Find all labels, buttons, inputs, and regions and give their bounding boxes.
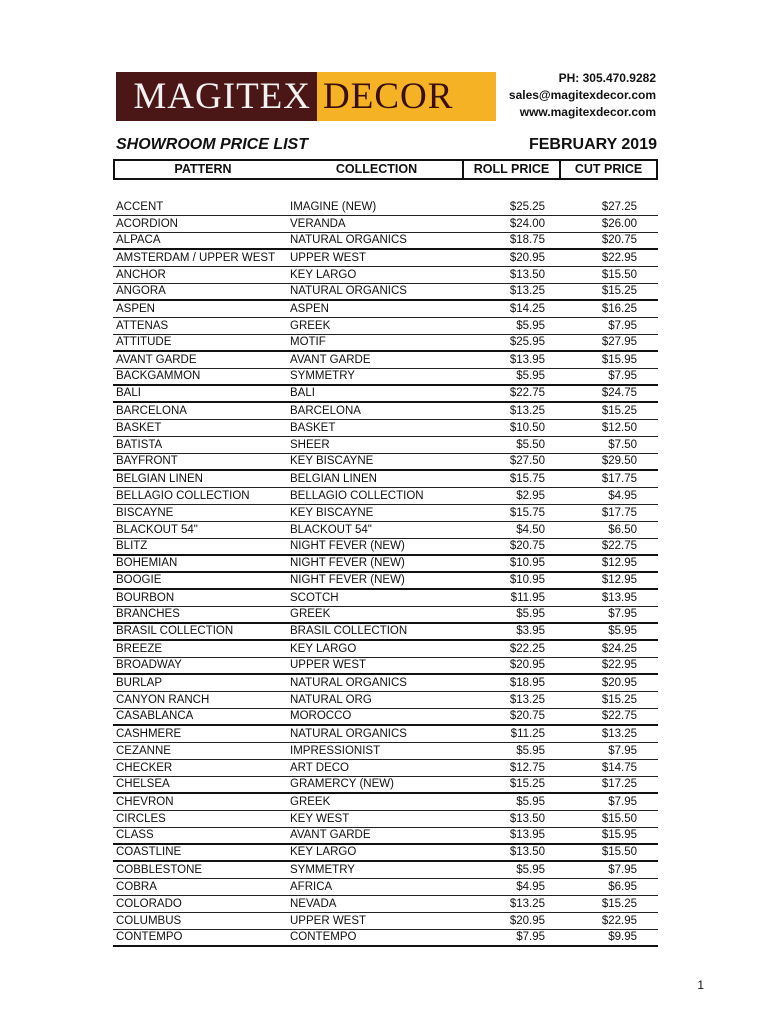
cell-collection: NIGHT FEVER (NEW)	[290, 574, 405, 586]
cell-roll-price: $20.75	[509, 710, 545, 722]
cell-roll-price: $5.95	[516, 370, 545, 382]
header-cut-price: CUT PRICE	[574, 162, 643, 176]
cell-roll-price: $24.00	[509, 218, 545, 230]
table-row	[113, 233, 658, 250]
cell-pattern: ANCHOR	[116, 269, 166, 281]
table-row	[113, 590, 658, 607]
cell-roll-price: $15.75	[509, 507, 545, 519]
cell-collection: SCOTCH	[290, 592, 339, 604]
cell-pattern: BREEZE	[116, 643, 163, 655]
cell-pattern: ALPACA	[116, 234, 161, 246]
table-row	[113, 335, 658, 352]
cell-roll-price: $20.75	[509, 540, 545, 552]
cell-roll-price: $7.95	[516, 931, 545, 943]
contact-info	[509, 70, 656, 121]
cell-cut-price: $7.95	[608, 608, 637, 620]
table-row	[113, 318, 658, 335]
cell-collection: GREEK	[290, 320, 331, 332]
cell-cut-price: $17.75	[601, 473, 637, 485]
cell-roll-price: $20.95	[509, 659, 545, 671]
company-logo	[116, 72, 496, 121]
table-row	[113, 539, 658, 556]
cell-pattern: COBRA	[116, 881, 157, 893]
cell-cut-price: $24.75	[601, 387, 637, 399]
cell-pattern: CEZANNE	[116, 745, 171, 757]
cell-collection: NIGHT FEVER (NEW)	[290, 557, 405, 569]
cell-pattern: BOOGIE	[116, 574, 162, 586]
price-list-date: FEBRUARY 2019	[528, 136, 657, 153]
cell-roll-price: $20.95	[509, 252, 545, 264]
cell-collection: NATURAL ORGANICS	[290, 234, 407, 246]
cell-cut-price: $13.25	[601, 728, 637, 740]
table-row	[113, 845, 658, 862]
cell-roll-price: $5.95	[516, 320, 545, 332]
cell-collection: AVANT GARDE	[290, 354, 371, 366]
cell-roll-price: $5.95	[516, 608, 545, 620]
table-row	[113, 437, 658, 454]
cell-collection: AFRICA	[290, 881, 333, 893]
cell-collection: KEY WEST	[290, 813, 350, 825]
table-row	[113, 709, 658, 726]
cell-collection: SYMMETRY	[290, 864, 355, 876]
cell-pattern: BELLAGIO COLLECTION	[116, 490, 250, 502]
cell-cut-price: $6.50	[608, 524, 637, 536]
cell-collection: SYMMETRY	[290, 370, 355, 382]
cell-roll-price: $5.95	[516, 745, 545, 757]
cell-collection: GRAMERCY (NEW)	[290, 778, 394, 790]
cell-roll-price: $4.95	[516, 881, 545, 893]
cell-collection: MOTIF	[290, 336, 326, 348]
cell-collection: BELGIAN LINEN	[290, 473, 377, 485]
cell-cut-price: $15.50	[601, 846, 637, 858]
cell-roll-price: $13.25	[509, 285, 545, 297]
page-number: 1	[697, 978, 704, 992]
table-row	[113, 692, 658, 709]
cell-roll-price: $18.75	[509, 234, 545, 246]
table-row	[113, 641, 658, 658]
table-row	[113, 216, 658, 233]
cell-collection: UPPER WEST	[290, 252, 367, 264]
table-row	[113, 828, 658, 845]
cell-cut-price: $17.25	[601, 778, 637, 790]
cell-cut-price: $29.50	[601, 455, 637, 467]
cell-collection: UPPER WEST	[290, 659, 367, 671]
table-row	[113, 658, 658, 675]
cell-pattern: AMSTERDAM / UPPER WEST	[116, 252, 276, 264]
cell-cut-price: $16.25	[601, 303, 637, 315]
cell-roll-price: $14.25	[509, 303, 545, 315]
cell-collection: BASKET	[290, 422, 336, 434]
cell-roll-price: $4.50	[516, 524, 545, 536]
table-row	[113, 505, 658, 522]
cell-pattern: BLACKOUT 54"	[116, 524, 198, 536]
cell-pattern: COLUMBUS	[116, 915, 182, 927]
cell-collection: KEY LARGO	[290, 643, 357, 655]
cell-cut-price: $7.95	[608, 796, 637, 808]
cell-pattern: ACCENT	[116, 201, 164, 213]
cell-roll-price: $10.95	[509, 557, 545, 569]
contact-phone: PH: 305.470.9282	[558, 71, 656, 85]
table-header	[113, 159, 658, 180]
cell-roll-price: $13.25	[509, 405, 545, 417]
table-row	[113, 471, 658, 488]
cell-pattern: CANYON RANCH	[116, 694, 210, 706]
table-row	[113, 811, 658, 828]
cell-pattern: CONTEMPO	[116, 931, 183, 943]
cell-cut-price: $6.95	[608, 881, 637, 893]
cell-collection: NIGHT FEVER (NEW)	[290, 540, 405, 552]
cell-pattern: CIRCLES	[116, 813, 166, 825]
cell-collection: IMPRESSIONIST	[290, 745, 381, 757]
table-row	[113, 862, 658, 879]
cell-roll-price: $20.95	[509, 915, 545, 927]
cell-pattern: ACORDION	[116, 218, 178, 230]
cell-roll-price: $25.25	[509, 201, 545, 213]
cell-collection: IMAGINE (NEW)	[290, 201, 377, 213]
cell-pattern: BAYFRONT	[116, 455, 178, 467]
cell-collection: NEVADA	[290, 898, 337, 910]
header-pattern: PATTERN	[174, 162, 232, 176]
table-row	[113, 607, 658, 624]
cell-collection: BRASIL COLLECTION	[290, 625, 408, 637]
cell-cut-price: $27.95	[601, 336, 637, 348]
cell-pattern: ASPEN	[116, 303, 155, 315]
cell-cut-price: $15.25	[601, 694, 637, 706]
cell-pattern: BARCELONA	[116, 405, 187, 417]
cell-roll-price: $27.50	[509, 455, 545, 467]
cell-pattern: BISCAYNE	[116, 507, 174, 519]
cell-collection: NATURAL ORGANICS	[290, 677, 407, 689]
cell-cut-price: $9.95	[608, 931, 637, 943]
price-table-body	[113, 199, 658, 947]
cell-roll-price: $13.95	[509, 829, 545, 841]
logo-text-decor: DECOR	[317, 72, 496, 121]
table-row	[113, 573, 658, 590]
cell-cut-price: $12.50	[601, 422, 637, 434]
cell-pattern: BASKET	[116, 422, 162, 434]
table-row	[113, 369, 658, 386]
cell-collection: AVANT GARDE	[290, 829, 371, 841]
table-row	[113, 199, 658, 216]
cell-roll-price: $13.25	[509, 898, 545, 910]
table-row	[113, 301, 658, 318]
cell-roll-price: $13.95	[509, 354, 545, 366]
cell-pattern: BACKGAMMON	[116, 370, 201, 382]
cell-collection: MOROCCO	[290, 710, 352, 722]
cell-cut-price: $20.95	[601, 677, 637, 689]
cell-cut-price: $14.75	[601, 762, 637, 774]
cell-cut-price: $15.25	[601, 405, 637, 417]
cell-collection: BALI	[290, 387, 315, 399]
cell-roll-price: $25.95	[509, 336, 545, 348]
price-list-title: SHOWROOM PRICE LIST	[116, 136, 308, 153]
cell-roll-price: $3.95	[516, 625, 545, 637]
cell-cut-price: $15.95	[601, 829, 637, 841]
cell-cut-price: $26.00	[601, 218, 637, 230]
cell-pattern: AVANT GARDE	[116, 354, 197, 366]
cell-pattern: BALI	[116, 387, 141, 399]
cell-pattern: CASABLANCA	[116, 710, 194, 722]
cell-collection: CONTEMPO	[290, 931, 357, 943]
cell-cut-price: $15.25	[601, 898, 637, 910]
table-row	[113, 403, 658, 420]
cell-roll-price: $5.50	[516, 439, 545, 451]
logo-text-magitex: MAGITEX	[116, 72, 317, 121]
header-collection: COLLECTION	[291, 161, 464, 178]
cell-pattern: CLASS	[116, 829, 154, 841]
cell-roll-price: $13.50	[509, 813, 545, 825]
contact-email[interactable]: sales@magitexdecor.com	[508, 88, 656, 102]
cell-collection: NATURAL ORGANICS	[290, 728, 407, 740]
cell-collection: VERANDA	[290, 218, 346, 230]
cell-roll-price: $10.50	[509, 422, 545, 434]
cell-pattern: ATTITUDE	[116, 336, 172, 348]
cell-collection: SHEER	[290, 439, 330, 451]
cell-roll-price: $11.25	[510, 728, 545, 740]
header-roll-price: ROLL PRICE	[464, 161, 561, 178]
table-row	[113, 420, 658, 437]
table-row	[113, 624, 658, 641]
cell-cut-price: $22.95	[601, 915, 637, 927]
cell-pattern: BOURBON	[116, 592, 175, 604]
cell-cut-price: $12.95	[601, 557, 637, 569]
cell-cut-price: $15.50	[601, 813, 637, 825]
cell-pattern: ANGORA	[116, 285, 166, 297]
cell-cut-price: $15.50	[601, 269, 637, 281]
cell-roll-price: $15.25	[509, 778, 545, 790]
table-row	[113, 760, 658, 777]
cell-cut-price: $15.95	[601, 354, 637, 366]
table-row	[113, 386, 658, 403]
cell-pattern: BURLAP	[116, 677, 163, 689]
cell-collection: BARCELONA	[290, 405, 361, 417]
cell-cut-price: $4.95	[608, 490, 637, 502]
cell-collection: KEY LARGO	[290, 846, 357, 858]
cell-cut-price: $7.95	[608, 320, 637, 332]
cell-cut-price: $7.50	[608, 439, 637, 451]
cell-pattern: BELGIAN LINEN	[116, 473, 203, 485]
cell-collection: NATURAL ORG	[290, 694, 372, 706]
cell-cut-price: $13.95	[601, 592, 637, 604]
cell-collection: GREEK	[290, 608, 331, 620]
table-row	[113, 743, 658, 760]
cell-collection: KEY BISCAYNE	[290, 455, 374, 467]
table-row	[113, 352, 658, 369]
cell-pattern: CHELSEA	[116, 778, 170, 790]
cell-collection: GREEK	[290, 796, 331, 808]
table-row	[113, 675, 658, 692]
table-row	[113, 896, 658, 913]
cell-collection: ART DECO	[290, 762, 350, 774]
table-row	[113, 777, 658, 794]
cell-roll-price: $13.25	[509, 694, 545, 706]
cell-collection: BELLAGIO COLLECTION	[290, 490, 424, 502]
cell-cut-price: $7.95	[608, 864, 637, 876]
cell-roll-price: $22.25	[509, 643, 545, 655]
cell-roll-price: $11.95	[510, 592, 545, 604]
table-row	[113, 488, 658, 505]
cell-cut-price: $22.75	[601, 540, 637, 552]
table-row	[113, 284, 658, 301]
cell-pattern: CHECKER	[116, 762, 173, 774]
cell-pattern: COBBLESTONE	[116, 864, 203, 876]
cell-collection: NATURAL ORGANICS	[290, 285, 407, 297]
cell-pattern: ATTENAS	[116, 320, 169, 332]
cell-collection: BLACKOUT 54"	[290, 524, 372, 536]
cell-roll-price: $10.95	[509, 574, 545, 586]
cell-pattern: BRANCHES	[116, 608, 180, 620]
cell-collection: UPPER WEST	[290, 915, 367, 927]
cell-cut-price: $22.95	[601, 659, 637, 671]
cell-roll-price: $13.50	[509, 269, 545, 281]
cell-collection: ASPEN	[290, 303, 329, 315]
cell-pattern: CHEVRON	[116, 796, 174, 808]
cell-cut-price: $27.25	[601, 201, 637, 213]
table-row	[113, 267, 658, 284]
cell-collection: KEY BISCAYNE	[290, 507, 374, 519]
cell-pattern: BOHEMIAN	[116, 557, 178, 569]
cell-collection: KEY LARGO	[290, 269, 357, 281]
cell-cut-price: $17.75	[601, 507, 637, 519]
table-row	[113, 250, 658, 267]
cell-cut-price: $15.25	[601, 285, 637, 297]
table-row	[113, 879, 658, 896]
contact-website[interactable]: www.magitexdecor.com	[519, 105, 656, 119]
table-row	[113, 454, 658, 471]
cell-pattern: CASHMERE	[116, 728, 182, 740]
cell-cut-price: $20.75	[601, 234, 637, 246]
table-row	[113, 556, 658, 573]
cell-pattern: BATISTA	[116, 439, 163, 451]
cell-pattern: COLORADO	[116, 898, 182, 910]
cell-roll-price: $5.95	[516, 864, 545, 876]
table-row	[113, 726, 658, 743]
cell-cut-price: $7.95	[608, 370, 637, 382]
cell-cut-price: $12.95	[601, 574, 637, 586]
table-row	[113, 913, 658, 930]
cell-roll-price: $2.95	[516, 490, 545, 502]
cell-roll-price: $15.75	[509, 473, 545, 485]
table-row	[113, 522, 658, 539]
cell-pattern: BRASIL COLLECTION	[116, 625, 234, 637]
cell-roll-price: $22.75	[509, 387, 545, 399]
table-row	[113, 930, 658, 947]
cell-cut-price: $22.75	[601, 710, 637, 722]
cell-cut-price: $24.25	[601, 643, 637, 655]
cell-pattern: BLITZ	[116, 540, 148, 552]
cell-roll-price: $18.95	[509, 677, 545, 689]
cell-pattern: COASTLINE	[116, 846, 182, 858]
table-row	[113, 794, 658, 811]
cell-cut-price: $7.95	[608, 745, 637, 757]
cell-roll-price: $13.50	[509, 846, 545, 858]
cell-roll-price: $12.75	[509, 762, 545, 774]
cell-cut-price: $5.95	[608, 625, 637, 637]
cell-pattern: BROADWAY	[116, 659, 182, 671]
cell-cut-price: $22.95	[601, 252, 637, 264]
cell-roll-price: $5.95	[516, 796, 545, 808]
